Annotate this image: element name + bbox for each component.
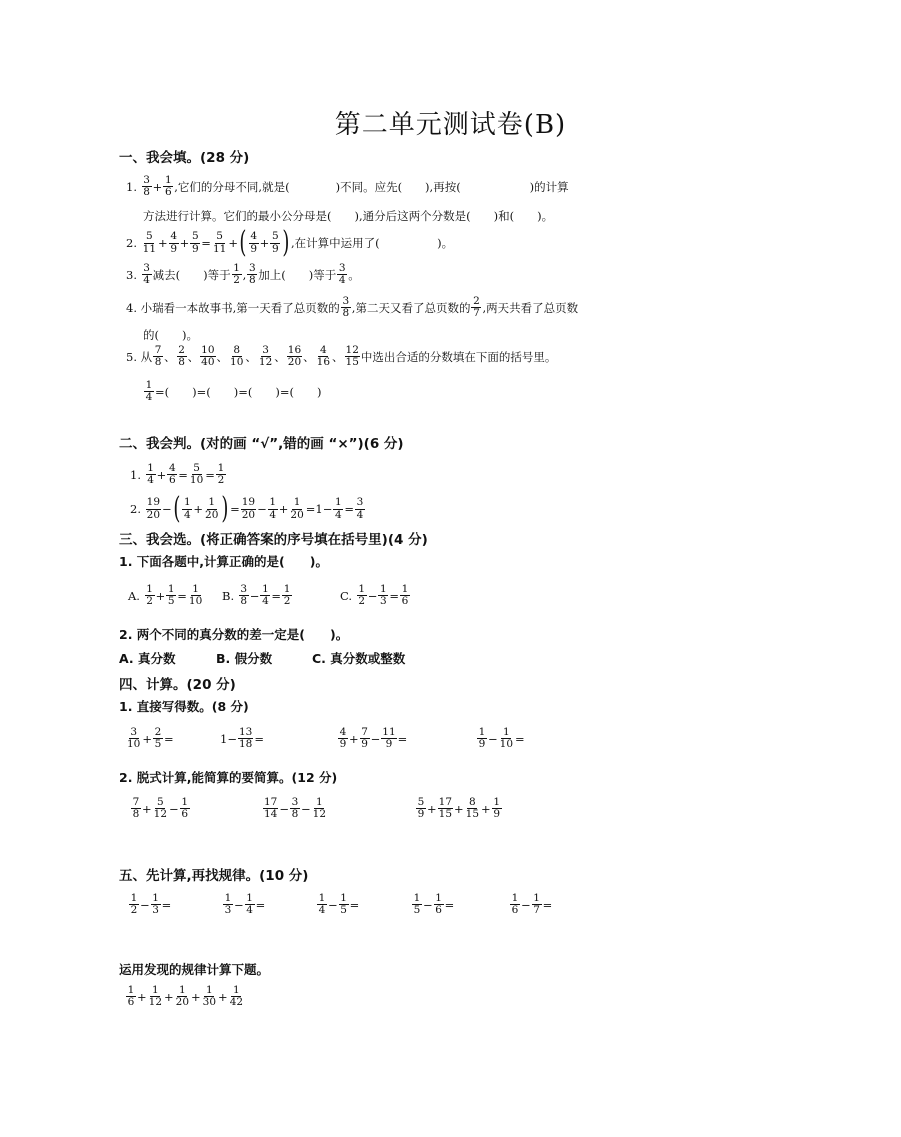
judge-1: 1. $\frac{1}{4}$ + $\frac{4}{6}$ = $\frac{5}{10}$ = $\frac{1}{2}$ — [130, 462, 225, 487]
q5-number: 5. — [126, 349, 137, 364]
fraction: $\frac{3}{4}$ — [356, 496, 364, 521]
q3-number: 3. — [126, 267, 137, 282]
direct-calc-2: 1− $\frac{13}{18}$ = — [220, 726, 264, 751]
choose-q2-option-c: C. 真分数或整数 — [312, 651, 406, 666]
fraction: $\frac{5}{9}$ — [191, 230, 199, 255]
fraction: $\frac{17}{14}$ — [264, 796, 278, 821]
fraction: $\frac{1}{4}$ — [184, 496, 191, 521]
fraction: $\frac{19}{20}$ — [146, 496, 161, 521]
big-paren-left: ( — [239, 225, 247, 260]
choose-q2: 2. 两个不同的真分数的差一定是( )。 — [119, 627, 349, 642]
section-2-heading: 二、我会判。(对的画 “√”,错的画 “×”)(6 分) — [119, 436, 404, 452]
fraction: $\frac{8}{10}$ — [230, 344, 244, 369]
fraction: $\frac{2}{5}$ — [154, 726, 162, 751]
direct-calc-1: $\frac{3}{10}$ + $\frac{2}{5}$ = — [127, 726, 174, 751]
fraction: $\frac{5}{12}$ — [153, 796, 168, 821]
fraction: $\frac{1}{3}$ — [380, 583, 387, 608]
fraction: $\frac{1}{10}$ — [188, 583, 203, 608]
direct-calc-3: $\frac{4}{9}$ + $\frac{7}{9}$ − $\frac{11}{9}$ = — [339, 726, 408, 751]
pattern-apply-expression: $\frac{1}{6}$ + $\frac{1}{12}$ + $\frac{1}{20}$ + $\frac{1}{30}$ + $\frac{1}{42}$ — [127, 984, 244, 1009]
fraction: $\frac{16}{20}$ — [287, 344, 302, 369]
judge-2: 2. $\frac{19}{20}$ − ( $\frac{1}{4}$ + $\frac{1}{20}$ ) = $\frac{19}{20}$ − $\frac{1}{4}$ + $\frac{1}{20}$ = 1− $\frac{1}{4}$ = $\frac{3}{4}$ — [130, 491, 364, 526]
q1-text-b: 方法进行计算。它们的最小公分母是( ),通分后这两个分数是( )和( )。 — [143, 209, 554, 223]
q1-line-b — [143, 208, 553, 224]
calc-sub-1: 1. 直接写得数。(8 分) — [119, 699, 249, 714]
fraction: $\frac{7}{9}$ — [361, 726, 368, 751]
fraction: $\frac{1}{6}$ — [435, 892, 442, 917]
fraction: $\frac{4}{9}$ — [170, 230, 177, 255]
q1-number: 1. — [126, 179, 137, 194]
fraction: $\frac{1}{30}$ — [202, 984, 217, 1009]
step-calc-2: $\frac{17}{14}$ − $\frac{3}{8}$ − $\frac{1}{12}$ — [264, 796, 327, 821]
fraction: $\frac{5}{11}$ — [212, 230, 227, 255]
fraction: $\frac{4}{6}$ — [168, 462, 176, 487]
fraction: $\frac{1}{3}$ — [224, 892, 232, 917]
fraction: $\frac{7}{8}$ — [132, 796, 140, 821]
fraction: $\frac{1}{5}$ — [340, 892, 347, 917]
pattern-2: $\frac{1}{3}$ − $\frac{1}{4}$ = — [224, 892, 266, 917]
fraction: $\frac{7}{8}$ — [154, 344, 162, 369]
fraction: $\frac{5}{9}$ — [271, 230, 279, 255]
fraction: $\frac{1}{6}$ — [127, 984, 135, 1009]
pattern-4: $\frac{1}{5}$ − $\frac{1}{6}$ = — [413, 892, 455, 917]
fraction: $\frac{1}{4}$ — [145, 379, 153, 404]
fraction: $\frac{4}{16}$ — [316, 344, 331, 369]
fraction: $\frac{1}{2}$ — [283, 583, 291, 608]
pattern-1: $\frac{1}{2}$ − $\frac{1}{3}$ = — [130, 892, 172, 917]
step-calc-3: $\frac{5}{9}$ + $\frac{17}{15}$ + $\frac{8}{15}$ + $\frac{1}{9}$ — [417, 796, 501, 821]
fraction: $\frac{1}{42}$ — [229, 984, 244, 1009]
fraction: $\frac{1}{9}$ — [493, 796, 501, 821]
fraction: $\frac{1}{12}$ — [312, 796, 327, 821]
fraction: $\frac{1}{5}$ — [167, 583, 175, 608]
q1-line-a: 1. $\frac{3}{8}$ + $\frac{1}{6}$ ,它们的分母不同,就是( )不同。应先( ),再按( )的计算 — [126, 174, 569, 199]
fraction: $\frac{3}{10}$ — [127, 726, 141, 751]
section-3-heading: 三、我会选。(将正确答案的序号填在括号里)(4 分) — [119, 532, 428, 548]
fraction: $\frac{1}{5}$ — [413, 892, 421, 917]
fraction: $\frac{1}{6}$ — [164, 174, 172, 199]
fraction: $\frac{2}{7}$ — [473, 295, 480, 320]
choose-q1-option-c: C. $\frac{1}{2}$ − $\frac{1}{3}$ = $\frac{1}{6}$ — [340, 583, 409, 608]
choose-q2-option-b: B. 假分数 — [216, 651, 273, 666]
choose-q1-option-a: A. $\frac{1}{2}$ + $\frac{1}{5}$ = $\frac{1}{10}$ — [128, 583, 203, 608]
fraction: $\frac{3}{4}$ — [338, 262, 346, 287]
direct-calc-4: $\frac{1}{9}$ − $\frac{1}{10}$ = — [478, 726, 525, 751]
fraction: $\frac{1}{10}$ — [499, 726, 514, 751]
q5-blank-line: $\frac{1}{4}$ =( )=( )=( )=( ) — [145, 379, 322, 404]
fraction: $\frac{1}{4}$ — [269, 496, 277, 521]
q5-line: 5. 从 $\frac{7}{8}$ 、 $\frac{2}{8}$ 、 $\frac{10}{40}$ 、 $\frac{8}{10}$ 、 $\frac{3}{12}$ 、 $\frac{16}{20}$ 、 $\frac{4}{16}$ 、 $\frac{12}{15}$ 中选出合适的分数填在下面的括号里。 — [126, 344, 557, 369]
fraction: $\frac{3}{12}$ — [258, 344, 273, 369]
fraction: $\frac{1}{3}$ — [152, 892, 159, 917]
fraction: $\frac{1}{20}$ — [175, 984, 190, 1009]
fraction: $\frac{3}{8}$ — [248, 262, 256, 287]
page-title: 第二单元测试卷(B) — [334, 110, 567, 140]
fraction: $\frac{1}{2}$ — [358, 583, 366, 608]
q2-line: 2. $\frac{5}{11}$ + $\frac{4}{9}$ + $\frac{5}{9}$ = $\frac{5}{11}$ + ( $\frac{4}{9}$ + $\frac{5}{9}$ ) ,在计算中运用了( )。 — [126, 225, 454, 260]
fraction: $\frac{19}{20}$ — [241, 496, 256, 521]
fraction: $\frac{1}{6}$ — [181, 796, 188, 821]
fraction: $\frac{17}{15}$ — [438, 796, 453, 821]
q1-text-a: ,它们的分母不同,就是( )不同。应先( ),再按( )的计算 — [174, 179, 569, 194]
fraction: $\frac{1}{4}$ — [318, 892, 326, 917]
fraction: $\frac{1}{2}$ — [130, 892, 138, 917]
fraction: $\frac{1}{2}$ — [146, 583, 153, 608]
fraction: $\frac{8}{15}$ — [465, 796, 480, 821]
section-5-heading: 五、先计算,再找规律。(10 分) — [119, 868, 309, 884]
big-paren-right: ) — [282, 225, 290, 260]
section-1-heading: 一、我会填。(28 分) — [119, 150, 250, 166]
pattern-5: $\frac{1}{6}$ − $\frac{1}{7}$ = — [511, 892, 553, 917]
fraction: $\frac{1}{4}$ — [246, 892, 253, 917]
pattern-3: $\frac{1}{4}$ − $\frac{1}{5}$ = — [318, 892, 360, 917]
fraction: $\frac{3}{8}$ — [240, 583, 248, 608]
choose-q1-option-b: B. $\frac{3}{8}$ − $\frac{1}{4}$ = $\frac{1}{2}$ — [222, 583, 291, 608]
fraction: $\frac{1}{9}$ — [478, 726, 486, 751]
fraction: $\frac{1}{20}$ — [290, 496, 304, 521]
fraction: $\frac{1}{20}$ — [205, 496, 219, 521]
fraction: $\frac{3}{8}$ — [342, 295, 350, 320]
calc-sub-2: 2. 脱式计算,能简算的要简算。(12 分) — [119, 770, 338, 785]
fraction: $\frac{12}{15}$ — [345, 344, 359, 369]
fraction: $\frac{1}{12}$ — [148, 984, 163, 1009]
q4-line-a: 4. 小瑞看一本故事书,第一天看了总页数的 $\frac{3}{8}$ ,第二天又看了总页数的 $\frac{2}{7}$ ,两天共看了总页数 — [126, 295, 579, 320]
step-calc-1: $\frac{7}{8}$ + $\frac{5}{12}$ − $\frac{1}{6}$ — [132, 796, 188, 821]
fraction: $\frac{1}{4}$ — [262, 583, 269, 608]
fraction: $\frac{1}{7}$ — [533, 892, 540, 917]
choose-q1: 1. 下面各题中,计算正确的是( )。 — [119, 554, 328, 569]
fraction: $\frac{1}{4}$ — [147, 462, 154, 487]
q4-line-b: 的( )。 — [143, 328, 198, 342]
fraction: $\frac{1}{6}$ — [401, 583, 409, 608]
pattern-apply: 运用发现的规律计算下题。 — [119, 962, 270, 977]
fraction: $\frac{3}{8}$ — [291, 796, 299, 821]
fraction: $\frac{1}{2}$ — [217, 462, 225, 487]
fraction: $\frac{10}{40}$ — [201, 344, 215, 369]
fraction: $\frac{2}{8}$ — [178, 344, 185, 369]
q4-number: 4. — [126, 300, 137, 315]
fraction: $\frac{3}{4}$ — [143, 262, 150, 287]
fraction: $\frac{11}{9}$ — [382, 726, 396, 751]
fraction: $\frac{3}{8}$ — [143, 174, 150, 199]
fraction: $\frac{1}{4}$ — [335, 496, 342, 521]
fraction: $\frac{5}{9}$ — [417, 796, 425, 821]
q3-line: 3. $\frac{3}{4}$ 减去( )等于 $\frac{1}{2}$ , $\frac{3}{8}$ 加上( )等于 $\frac{3}{4}$ 。 — [126, 262, 360, 287]
q2-number: 2. — [126, 236, 137, 250]
fraction: $\frac{1}{2}$ — [233, 262, 240, 287]
fraction: $\frac{4}{9}$ — [339, 726, 347, 751]
fraction: $\frac{5}{10}$ — [189, 462, 204, 487]
q2-text: ,在计算中运用了( )。 — [291, 236, 454, 250]
fraction: $\frac{1}{6}$ — [511, 892, 519, 917]
choose-q2-option-a: A. 真分数 — [119, 651, 176, 666]
section-4-heading: 四、计算。(20 分) — [119, 677, 236, 693]
fraction: $\frac{4}{9}$ — [250, 230, 258, 255]
fraction: $\frac{5}{11}$ — [142, 230, 157, 255]
fraction: $\frac{13}{18}$ — [238, 726, 253, 751]
